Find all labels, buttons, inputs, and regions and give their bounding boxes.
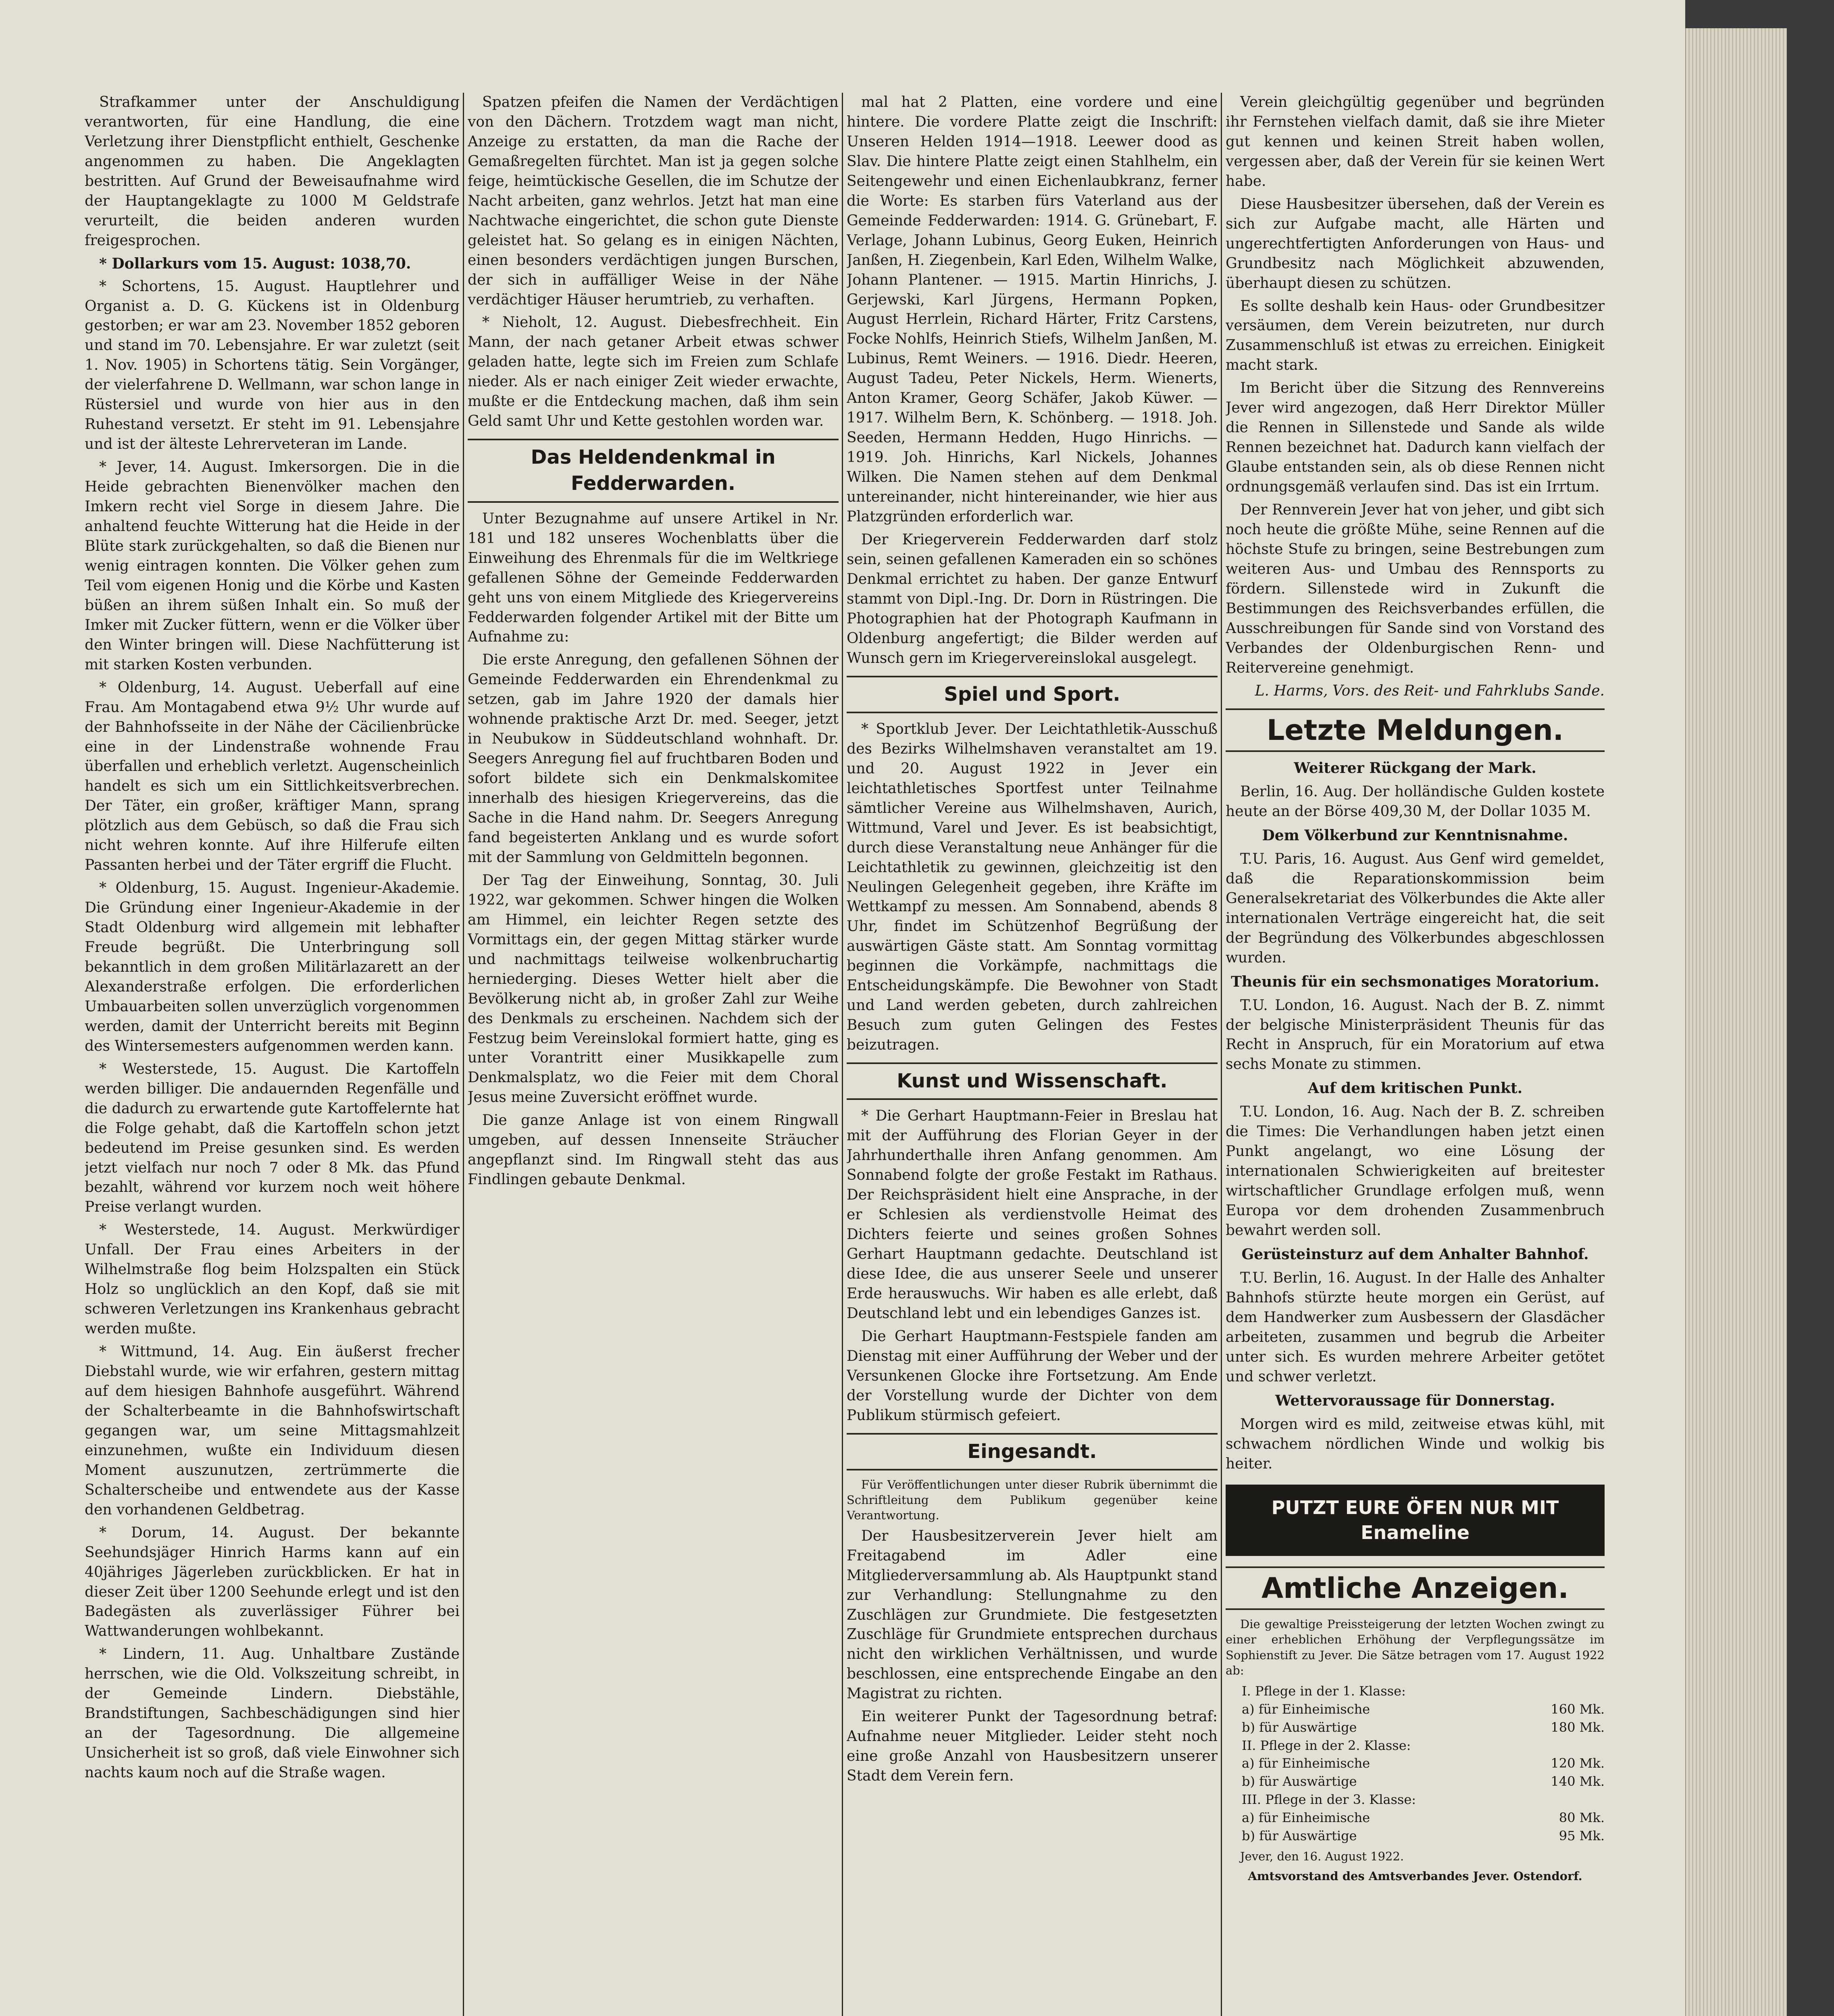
price-row: II. Pflege in der 2. Klasse: (1242, 1737, 1411, 1753)
column-rule (463, 93, 464, 2016)
news-paragraph: Der Rennverein Jever hat von jeher, und gibt sich noch heute die größte Mühe, seine Rennen auf die höchste Stufe zu bringen, seine Bestrebungen zum weiteren Aus- und Umbau des Rennsports zu fördern. Sillenstede wird in Zukunft die Bestimmungen des Reichsverbandes erfüllen, die Ausschreibungen für Sande sind von Vorstand des Verbandes der Oldenburgischen Renn- und Reitervereine genehmigt. (1226, 502, 1605, 676)
news-paragraph: Die Gerhart Hauptmann-Festspiele fanden am Dienstag mit einer Aufführung der Weber und der Versunkenen Glocke ihre Fortsetzung. Am Ende der Vorstellung wurde der Dichter von dem Publikum stürmisch gefeiert. (847, 1328, 1218, 1424)
news-paragraph: Der Hausbesitzerverein Jever hielt am Freitagabend im Adler eine Mitgliederversammlung ab. Als Hauptpunkt stand zur Verhandlung: Stellungnahme zu den Zuschlägen zur Grundmiete. Die festgesetzten Zuschläge für Grundmiete entsprechen durchaus nicht den wirklichen Verhältnissen, und wurde beschlossen, eine entsprechende Eingabe an den Magistrat zu richten. (847, 1527, 1218, 1702)
news-paragraph: * Sportklub Jever. Der Leichtathletik-Ausschuß des Bezirks Wilhelmshaven veranstaltet am 19. und 20. August 1922 in Jever ein leichtathletisches Sportfest unter Teilnahme sämtlicher Vereine aus Wilhelmshaven, Aurich, Wittmund, Varel und Jever. Es ist beabsichtigt, durch diese Veranstaltung neue Anhänger für die Leichtathletik zu gewinnen, gleichzeitig ist den Neulingen Gelegenheit gegeben, ihre Kräfte im Wettkampf zu messen. Am Sonnabend, abends 8 Uhr, findet im Schützenhof Begrüßung der auswärtigen Gäste statt. Am Sonntag vormittag beginnen die Vorkämpfe, nachmittags die Entscheidungskämpfe. Die Bewohner von Stadt und Land werden gebeten, durch zahlreichen Besuch zum guten Gelingen des Festes beizutragen. (847, 721, 1218, 1054)
price-row: III. Pflege in der 3. Klasse: (1242, 1791, 1416, 1807)
section-title-sport: Spiel und Sport. (847, 676, 1218, 713)
news-paragraph: * Dorum, 14. August. Der bekannte Seehundsjäger Hinrich Harms kann auf ein 40jähriges Jägerleben zurückblicken. Er hat in dieser Zeit über 1200 Seehunde erlegt und ist den Badegästen als zuverlässiger Führer bei Wattwanderungen wohlbekannt. (85, 1524, 460, 1640)
news-paragraph: Morgen wird es mild, zeitweise etwas kühl, mit schwachem nördlichen Winde und wolkig bis heiter. (1226, 1416, 1605, 1472)
news-paragraph: Die ganze Anlage ist von einem Ringwall umgeben, auf dessen Innenseite Sträucher angepflanzt sind. Im Ringwall steht das aus Findlingen gebaute Denkmal. (468, 1112, 839, 1188)
news-paragraph: * Schortens, 15. August. Hauptlehrer und Organist a. D. G. Kückens ist in Oldenburg gestorben; er war am 23. November 1852 geboren und stand im 70. Lebensjahre. Er war zuletzt (seit 1. Nov. 1905) in Schortens tätig. Sein Vorgänger, der vielerfahrene D. Wellmann, war schon lange in Rüstersiel und wurde von hier aus in den Ruhestand versetzt. Er steht im 91. Lebensjahre und ist der älteste Lehrerveteran im Lande. (85, 278, 460, 453)
news-paragraph: mal hat 2 Platten, eine vordere und eine hintere. Die vordere Platte zeigt die Inschrift: Unseren Helden 1914—1918. Leewer dood as Slav. Die hintere Platte zeigt einen Stahlhelm, ein Seitengewehr und einen Eichenlaubkranz, ferner die Worte: Es starben fürs Vaterland aus der Gemeinde Fedderwarden: 1914. G. Grünebart, F. Verlage, Johann Lubinus, Georg Euken, Heinrich Janßen, H. Ziegenbein, Karl Eden, Wilhelm Walke, Johann Plantener. — 1915. Martin Hinrichs, J. Gerjewski, Karl Jürgens, Hermann Popken, August Herrlein, Richard Härter, Fritz Carstens, Focke Nohlfs, Heinrich Stiefs, Wilhelm Janßen, M. Lubinus, Remt Weiners. — 1916. Diedr. Heeren, August Tadeu, Peter Nickels, Herm. Wienerts, Anton Kramer, Georg Schäfer, Jakob Küwer. — 1917. Wilhelm Bern, K. Schönberg. — 1918. Joh. Seeden, Hermann Hedden, Hugo Hinrichs. — 1919. Joh. Hinrichs, Karl Nickels, Johannes Wilken. Die Namen stehen auf dem Denkmal untereinander, nicht hintereinander, wie hier aus Platzgründen erforderlich war. (847, 94, 1218, 525)
news-paragraph: Unter Bezugnahme auf unsere Artikel in Nr. 181 und 182 unseres Wochenblatts über die Einweihung des Ehrenmals für die im Weltkriege gefallenen Söhne der Gemeinde Fedderwarden geht uns von einem Mitgliede des Kriegervereins Fedderwarden folgender Artikel mit der Bitte um Aufnahme zu: (468, 510, 839, 646)
column-3 (847, 93, 1218, 2016)
news-paragraph: Es sollte deshalb kein Haus- oder Grundbesitzer versäumen, dem Verein beizutreten, nur durch Zusammenschluß ist etwas zu erreichen. Einigkeit macht stark. (1226, 298, 1605, 374)
section-title-heldendenkmal: Das Heldendenkmal in Fedderwarden. (468, 439, 839, 503)
advertisement-banner: PUTZT EURE ÖFEN NUR MIT Enameline (1226, 1485, 1605, 1556)
price-row: I. Pflege in der 1. Klasse: (1242, 1683, 1406, 1699)
dollar-rate: * Dollarkurs vom 15. August: 1038,70. (99, 255, 411, 272)
news-paragraph: * Westerstede, 15. August. Die Kartoffeln werden billiger. Die andauernden Regenfälle und die dadurch zu erwartende gute Kartoffelernte hat die Folge gehabt, daß die Kartoffeln schon jetzt bedeutend im Preise gesunken sind. Es werden jetzt vielfach nur noch 7 oder 8 Mk. das Pfund bezahlt, während vor kurzem noch weit höhere Preise verlangt wurden. (85, 1060, 460, 1216)
section-title-kunst: Kunst und Wissenschaft. (847, 1062, 1218, 1100)
column-4 (1226, 93, 1605, 2016)
news-paragraph: Strafkammer unter der Anschuldigung verantworten, für eine Handlung, die eine Verletzung ihrer Dienstpflicht enthielt, Geschenke angenommen zu haben. Die Angeklagten bestritten. Auf Grund der Beweisaufnahme wird der Hauptangeklagte zu 1000 M Geldstrafe verurteilt, die beiden anderen wurden freigesprochen. (85, 94, 460, 249)
news-subhead: Gerüsteinsturz auf dem Anhalter Bahnhof. (1241, 1246, 1589, 1263)
news-paragraph: Spatzen pfeifen die Namen der Verdächtigen von den Dächern. Trotzdem wagt man nicht, Anzeige zu erstatten, da man die Rache der Gemaßregelten fürchtet. Man ist ja gegen solche feige, heimtückische Gesellen, die im Schutze der Nacht arbeiten, ganz wehrlos. Jetzt hat man eine Nachtwache eingerichtet, die schon gute Dienste geleistet hat. So gelang es in einigen Nächten, einen besonders verdächtigen jungen Burschen, der sich in auffälliger Weise in der Nähe verdächtiger Häuser herumtrieb, zu verhaften. (468, 94, 839, 308)
price-row: a) für Einheimische 160 Mk. (1242, 1701, 1605, 1717)
book-page-edges (1685, 28, 1787, 2016)
price-row: b) für Auswärtige 95 Mk. (1242, 1828, 1605, 1843)
news-paragraph: * Oldenburg, 15. August. Ingenieur-Akademie. Die Gründung einer Ingenieur-Akademie in der Stadt Oldenburg wird allgemein mit lebhafter Freude begrüßt. Die Unterbringung soll bekanntlich in dem großen Militärlazarett an der Alexanderstraße erfolgen. Die erforderlichen Umbauarbeiten sollen unverzüglich vorgenommen werden, damit der Unterricht bereits mit Beginn des Wintersemesters aufgenommen werden kann. (85, 880, 460, 1054)
column-rule (1221, 93, 1222, 2016)
column-2 (468, 93, 839, 2016)
news-paragraph: Der Kriegerverein Fedderwarden darf stolz sein, seinen gefallenen Kameraden ein so schönes Denkmal errichtet zu haben. Der ganze Entwurf stammt von Dipl.-Ing. Dr. Dorn in Rüstringen. Die Photographien hat der Photograph Kaufmann in Oldenburg angefertigt; die Bilder werden auf Wunsch gern im Kriegervereinslokal ausgelegt. (847, 531, 1218, 666)
disclaimer-note: Für Veröffentlichungen unter dieser Rubrik übernimmt die Schriftleitung dem Publikum gegenüber keine Verantwortung. (847, 1477, 1218, 1522)
news-subhead: Auf dem kritischen Punkt. (1307, 1080, 1523, 1097)
price-row: a) für Einheimische 120 Mk. (1242, 1756, 1605, 1771)
notice-signature: Amtsvorstand des Amtsverbandes Jever. Ostendorf. (1248, 1869, 1582, 1883)
news-paragraph: Berlin, 16. Aug. Der holländische Gulden kostete heute an der Börse 409,30 M, der Dollar 1035 M. (1226, 783, 1605, 820)
news-paragraph: Ein weiterer Punkt der Tagesordnung betraf: Aufnahme neuer Mitglieder. Leider steht noch eine große Anzahl von Hausbesitzern unserer Stadt dem Verein fern. (847, 1708, 1218, 1785)
news-paragraph: * Jever, 14. August. Imkersorgen. Die in die Heide gebrachten Bienenvölker machen den Imkern recht viel Sorge in diesem Jahre. Die anhaltend feuchte Witterung hat die Heide in der Blüte stark zurückgehalten, so daß die Bienen nur wenig eintragen konnten. Die Völker gehen zum Teil vom eigenen Honig und die Körbe und Kasten büßen an ihrem süßen Inhalt ein. So muß der Imker mit Zucker füttern, wenn er die Völker über den Winter bringen will. Diese Nachfütterung ist mit starken Kosten verbunden. (85, 459, 460, 673)
column-1 (85, 93, 460, 2016)
news-paragraph: * Wittmund, 14. Aug. Ein äußerst frecher Diebstahl wurde, wie wir erfahren, gestern mittag auf dem hiesigen Bahnhofe ausgeführt. Während der Schalterbeamte in die Bahnhofswirtschaft gegangen war, um seine Mittagsmahlzeit einzunehmen, wußte ein Individuum diesen Moment auszunutzen, zertrümmerte die Schalterscheibe und entwendete aus der Kasse den vorhandenen Geldbetrag. (85, 1343, 460, 1518)
column-rule (842, 93, 843, 2016)
news-paragraph: T.U. Paris, 16. August. Aus Genf wird gemeldet, daß die Reparationskommission beim Generalsekretariat des Völkerbundes die Akte aller internationalen Verträge eingereicht hat, die seit der Begründung des Völkerbundes abgeschlossen wurden. (1226, 850, 1605, 966)
price-row: b) für Auswärtige 140 Mk. (1242, 1774, 1605, 1789)
news-paragraph: * Oldenburg, 14. August. Ueberfall auf eine Frau. Am Montagabend etwa 9½ Uhr wurde auf der Bahnhofsseite in der Nähe der Cäcilienbrücke eine in der Lindenstraße wohnende Frau überfallen und erheblich verletzt. Augenscheinlich handelt es sich um ein Sittlichkeitsverbrechen. Der Täter, ein großer, kräftiger Mann, sprang plötzlich aus dem Gebüsch, so daß die Frau sich nicht wehren konnte. Auf ihre Hilferufe eilten Passanten herbei und der Täter ergriff die Flucht. (85, 679, 460, 874)
news-paragraph: Diese Hausbesitzer übersehen, daß der Verein es sich zur Aufgabe macht, alle Härten und ungerechtfertigten Anforderungen von Haus- und Grundbesitz nach Möglichkeit abzuwenden, überhaupt diesen zu schützen. (1226, 196, 1605, 292)
news-subhead: Dem Völkerbund zur Kenntnisnahme. (1262, 827, 1568, 844)
news-paragraph: Der Tag der Einweihung, Sonntag, 30. Juli 1922, war gekommen. Schwer hingen die Wolken am Himmel, ein leichter Regen setzte des Vormittags ein, der gegen Mittag stärker wurde und nachmittags teilweise wolkenbruchartig herniederging. Dieses Wetter hielt aber die Bevölkerung nicht ab, in großer Zahl zur Weihe des Denkmals zu erscheinen. Nachdem sich der Festzug beim Vereinslokal formiert hatte, ging es unter Vorantritt einer Musikkapelle zum Denkmalsplatz, wo die Feier mit dem Choral Jesus meine Zuversicht eröffnet wurde. (468, 872, 839, 1106)
news-subhead: Weiterer Rückgang der Mark. (1294, 760, 1536, 777)
section-title-eingesandt: Eingesandt. (847, 1433, 1218, 1470)
signature: L. Harms, Vors. des Reit- und Fahrklubs Sande. (1255, 682, 1605, 699)
official-notice: Die gewaltige Preissteigerung der letzten Wochen zwingt zu einer erheblichen Erhöhung der Verpflegungssätze im Sophienstift zu Jever. Die Sätze betragen vom 17. August 1922 ab: (1226, 1617, 1605, 1677)
price-table (1242, 1682, 1605, 1845)
price-row: b) für Auswärtige 180 Mk. (1242, 1719, 1605, 1735)
news-paragraph: Die erste Anregung, den gefallenen Söhnen der Gemeinde Fedderwarden ein Ehrendenkmal zu setzen, gab im Jahre 1920 der damals hier wohnende praktische Arzt Dr. med. Seeger, jetzt in Neubukow in Süddeutschland wohnhaft. Dr. Seegers Anregung fiel auf fruchtbaren Boden und sofort bildete sich ein Denkmalskomitee innerhalb des hiesigen Kriegervereins, das die Sache in die Hand nahm. Dr. Seegers Anregung fand begeisterten Anklang und es wurde sofort mit der Sammlung von Geldmitteln begonnen. (468, 652, 839, 866)
price-row: a) für Einheimische 80 Mk. (1242, 1810, 1605, 1825)
news-subhead: Wettervoraussage für Donnerstag. (1275, 1392, 1555, 1409)
news-paragraph: * Nieholt, 12. August. Diebesfrechheit. Ein Mann, der nach getaner Arbeit etwas schwer geladen hatte, legte sich im Freien zum Schlafe nieder. Als er nach einiger Zeit wieder erwachte, mußte er die Entdeckung machen, daß ihm sein Geld samt Uhr und Kette gestohlen worden war. (468, 314, 839, 430)
news-paragraph: * Lindern, 11. Aug. Unhaltbare Zustände herrschen, wie die Old. Volkszeitung schreibt, in der Gemeinde Lindern. Diebstähle, Brandstiftungen, Sachbeschädigungen sind hier an der Tagesordnung. Die allgemeine Unsicherheit ist so groß, daß viele Einwohner sich nachts kaum noch auf die Straße wagen. (85, 1646, 460, 1781)
news-paragraph: Im Bericht über die Sitzung des Rennvereins Jever wird angezogen, daß Herr Direktor Müller die Rennen in Sillenstede und Sande als wilde Rennen bezeichnet hat. Dadurch kann vielfach der Glaube entstanden sein, als ob diese Rennen nicht ordnungsgemäß verlaufen sind. Das ist ein Irrtum. (1226, 380, 1605, 496)
section-title-amtliche-anzeigen: Amtliche Anzeigen. (1226, 1566, 1605, 1610)
news-paragraph: T.U. London, 16. August. Nach der B. Z. nimmt der belgische Ministerpräsident Theunis für das Recht in Anspruch, für ein Moratorium auf etwa sechs Monate zu stimmen. (1226, 997, 1605, 1073)
news-subhead: Theunis für ein sechsmonatiges Moratorium. (1231, 973, 1599, 990)
news-paragraph: T.U. London, 16. Aug. Nach der B. Z. schreiben die Times: Die Verhandlungen haben jetzt einen Punkt angelangt, wo eine Lösung der internationalen Schwierigkeiten auf breitester wirtschaftlicher Grundlage erfolgen muß, wenn Europa vor dem drohenden Zusammenbruch bewahrt werden soll. (1226, 1104, 1605, 1239)
notice-date: Jever, den 16. August 1922. (1240, 1849, 1404, 1864)
section-title-letzte-meldungen: Letzte Meldungen. (1226, 708, 1605, 752)
news-paragraph: * Die Gerhart Hauptmann-Feier in Breslau hat mit der Aufführung des Florian Geyer in der Jahrhunderthalle ihren Anfang genommen. Am Sonnabend folgte der große Festakt im Rathaus. Der Reichspräsident hielt eine Ansprache, in der er Schlesien als verdienstvolle Heimat des Dichters feierte und seines großen Sohnes Gerhart Hauptmann gedachte. Deutschland ist diese Idee, die aus unserer Seele und unserer Erde herauswuchs. Wir haben es alle erlebt, daß Deutschland lebt und ein lebendiges Ganzes ist. (847, 1108, 1218, 1322)
news-paragraph: T.U. Berlin, 16. August. In der Halle des Anhalter Bahnhofs stürzte heute morgen ein Gerüst, auf dem Handwerker zum Ausbessern der Glasdächer arbeiteten, zusammen und begrub die Arbeiter unter sich. Es wurden mehrere Arbeiter getötet und schwer verletzt. (1226, 1269, 1605, 1385)
news-paragraph: * Westerstede, 14. August. Merkwürdiger Unfall. Der Frau eines Arbeiters in der Wilhelmstraße flog beim Holzspalten ein Stück Holz so unglücklich an den Kopf, daß sie mit schweren Verletzungen ins Krankenhaus gebracht werden mußte. (85, 1222, 460, 1337)
news-paragraph: Verein gleichgültig gegenüber und begründen ihr Fernstehen vielfach damit, daß sie ihre Mieter gut kennen und keinen Streit haben wollen, vergessen aber, daß der Verein für sie keinen Wert habe. (1226, 94, 1605, 190)
